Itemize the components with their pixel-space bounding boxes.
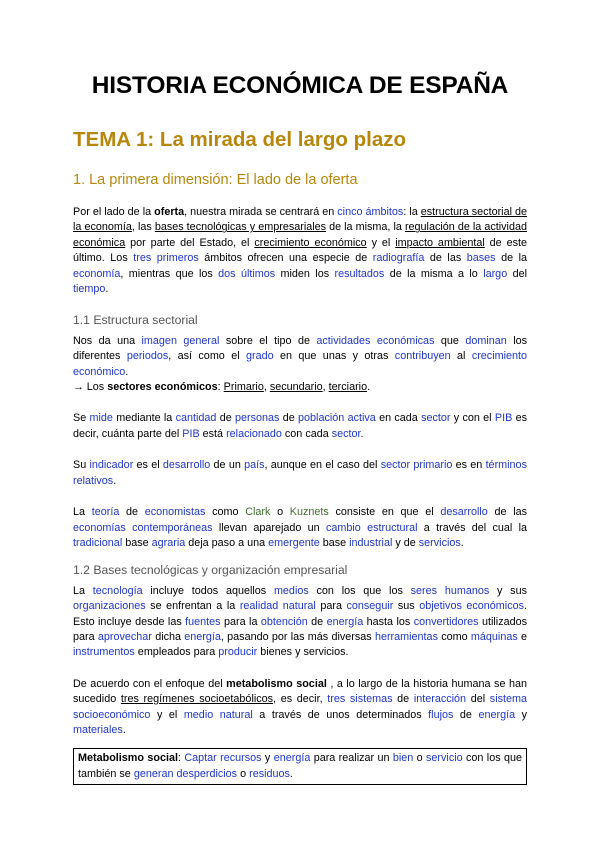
document-title: HISTORIA ECONÓMICA DE ESPAÑA	[91, 72, 509, 99]
paragraph-oferta: Por el lado de la oferta, nuestra mirada se centrará en cinco ámbitos: la estructura sectorial de la economía, las bases tecnológicas y empresariales de la misma, la regulación de la actividad económica por parte del Estado, el crecimiento económico y el impacto ambiental de este último. Los tres primeros ámbitos ofrecen una especie de radiografía de las bases de la economía, mientras que los dos últimos miden los resultados de la misma a lo largo del tiempo.	[73, 206, 528, 296]
subsection-heading-estructura: 1.1 Estructura sectorial	[73, 313, 198, 328]
document-body	[73, 205, 527, 785]
paragraph-imagen-general: Nos da una imagen general sobre el tipo de actividades económicas que dominan los diferentes periodos, así como el grado en que unas y otras contribuyen al crecimiento económico.	[73, 334, 528, 378]
paragraph-sectores: → Los sectores económicos: Primario, secundario, terciario.	[73, 381, 371, 394]
paragraph-indicador: Su indicador es el desarrollo de un país, aunque en el caso del sector primario es en términos relativos.	[73, 459, 527, 487]
paragraph-medicion: Se mide mediante la cantidad de personas de población activa en cada sector y con el PIB es decir, cuánta parte del PIB está relacionado con cada sector.	[73, 412, 527, 440]
paragraph-metabolismo: De acuerdo con el enfoque del metabolismo social , a lo largo de la historia humana se han sucedido tres regímenes socioetabólicos, es decir, tres sistemas de interacción del sistema socioeconómico y el medio natural a través de unos determinados flujos de energía y materiales.	[73, 677, 528, 736]
subsection-heading-bases: 1.2 Bases tecnológicas y organización empresarial	[73, 563, 348, 578]
paragraph-teoria: La teoría de economistas como Clark o Kuznets consiste en que el desarrollo de las economías contemporáneas llevan aparejado un cambio estructural a través del cual la tradicional base agraria deja paso a una emergente base industrial y de servicios.	[73, 506, 528, 549]
paragraph-tecnologia: La tecnología incluye todos aquellos medios con los que los seres humanos y sus organizaciones se enfrentan a la realidad natural para conseguir sus objetivos económicos. Esto incluye desde las fuentes para la obtención de energía hasta los convertidores utilizados para aprovechar dicha energía, pasando por las más diversas herramientas como máquinas e instrumentos empleados para producir bienes y servicios.	[73, 584, 528, 659]
definition-box: Metabolismo social: Captar recursos y energía para realizar un bien o servicio con los que también se generan desperdicios o residuos.	[73, 748, 527, 785]
section-heading: 1. La primera dimensión: El lado de la oferta	[73, 172, 358, 188]
tema-title: TEMA 1: La mirada del largo plazo	[73, 128, 406, 151]
